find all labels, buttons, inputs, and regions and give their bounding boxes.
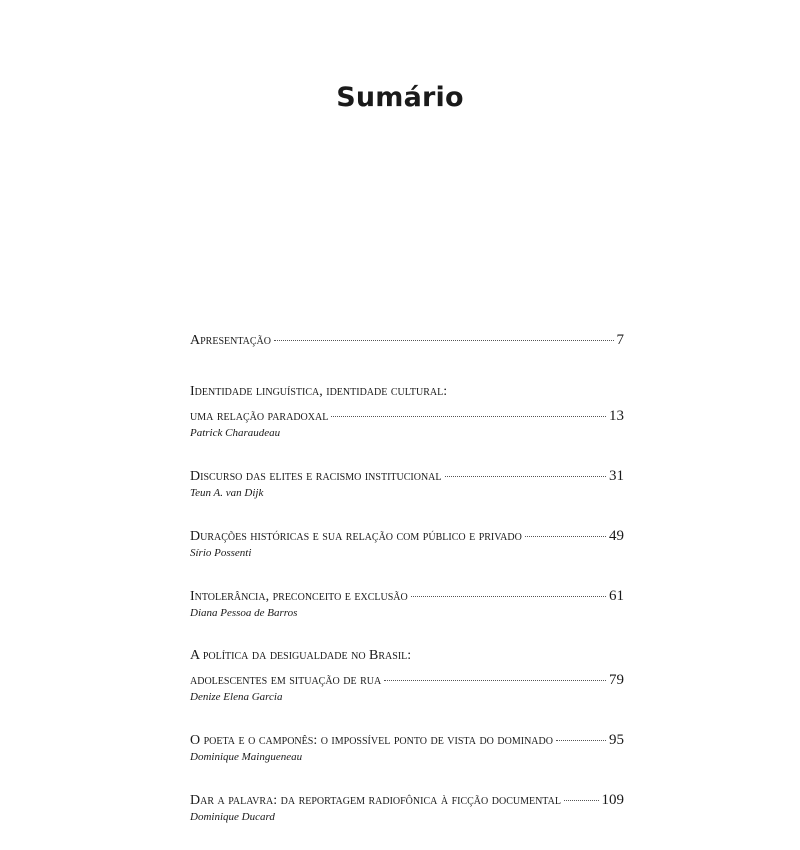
toc-entry-title-line (190, 526, 624, 547)
toc-entry-title-line (190, 586, 624, 607)
table-of-contents (190, 330, 624, 850)
toc-entry-author: Denize Elena Garcia (190, 691, 283, 703)
toc-entry-duracoes[interactable] (190, 526, 624, 559)
toc-page-number: 7 (616, 332, 624, 348)
toc-entry-author: Teun A. van Dijk (190, 487, 264, 499)
toc-entry-title-line (190, 330, 624, 351)
toc-entry-identidade[interactable] (190, 382, 624, 439)
toc-entry-title-line (190, 790, 624, 811)
toc-entry-apresentacao[interactable] (190, 330, 624, 351)
toc-entry-poeta[interactable] (190, 730, 624, 763)
toc-entry-intolerancia[interactable] (190, 586, 624, 619)
dot-leader (556, 740, 606, 741)
toc-entry-politica[interactable] (190, 646, 624, 703)
toc-page-number: 109 (601, 792, 624, 808)
toc-entry-dar-a-palavra[interactable] (190, 790, 624, 823)
toc-entry-title: uma relação paradoxal (190, 409, 329, 424)
toc-entry-title-line (190, 406, 624, 427)
toc-entry-title-line (190, 670, 624, 691)
dot-leader (525, 536, 606, 537)
toc-entry-title-line (190, 466, 624, 487)
dot-leader (411, 596, 606, 597)
toc-page-number: 31 (609, 468, 624, 484)
toc-page-number: 61 (609, 588, 624, 604)
toc-page-number: 79 (609, 672, 624, 688)
toc-entry-title: O poeta e o camponês: o impossível ponto de vista do dominado (190, 733, 553, 748)
toc-entry-title: Apresentação (190, 333, 271, 348)
dot-leader (331, 416, 606, 417)
toc-entry-author: Dominique Ducard (190, 811, 275, 823)
dot-leader (384, 680, 606, 681)
toc-page-number: 95 (609, 732, 624, 748)
toc-entry-title: Durações históricas e sua relação com público e privado (190, 529, 522, 544)
toc-entry-author: Dominique Maingueneau (190, 751, 303, 763)
dot-leader (564, 800, 599, 801)
toc-entry-title-line (190, 730, 624, 751)
toc-entry-title-first-line: A política da desigualdade no Brasil: (190, 648, 412, 663)
toc-page-number: 13 (609, 408, 624, 424)
toc-entry-title: Discurso das elites e racismo institucional (190, 469, 442, 484)
dot-leader (445, 476, 606, 477)
toc-entry-title: adolescentes em situação de rua (190, 673, 382, 688)
dot-leader (274, 340, 614, 341)
toc-entry-title: Intolerância, preconceito e exclusão (190, 589, 408, 604)
toc-entry-author: Patrick Charaudeau (190, 427, 281, 439)
toc-entry-title-first-line: Identidade linguística, identidade cultural: (190, 384, 448, 399)
toc-entry-title-line (190, 646, 624, 666)
toc-entry-title-line (190, 382, 624, 402)
toc-entry-title: Dar a palavra: da reportagem radiofônica à ficção documental (190, 793, 561, 808)
toc-page-number: 49 (609, 528, 624, 544)
toc-entry-author: Sírio Possenti (190, 547, 252, 559)
toc-entry-author: Diana Pessoa de Barros (190, 607, 298, 619)
toc-entry-discurso[interactable] (190, 466, 624, 499)
page-title: Sumário (336, 82, 464, 113)
